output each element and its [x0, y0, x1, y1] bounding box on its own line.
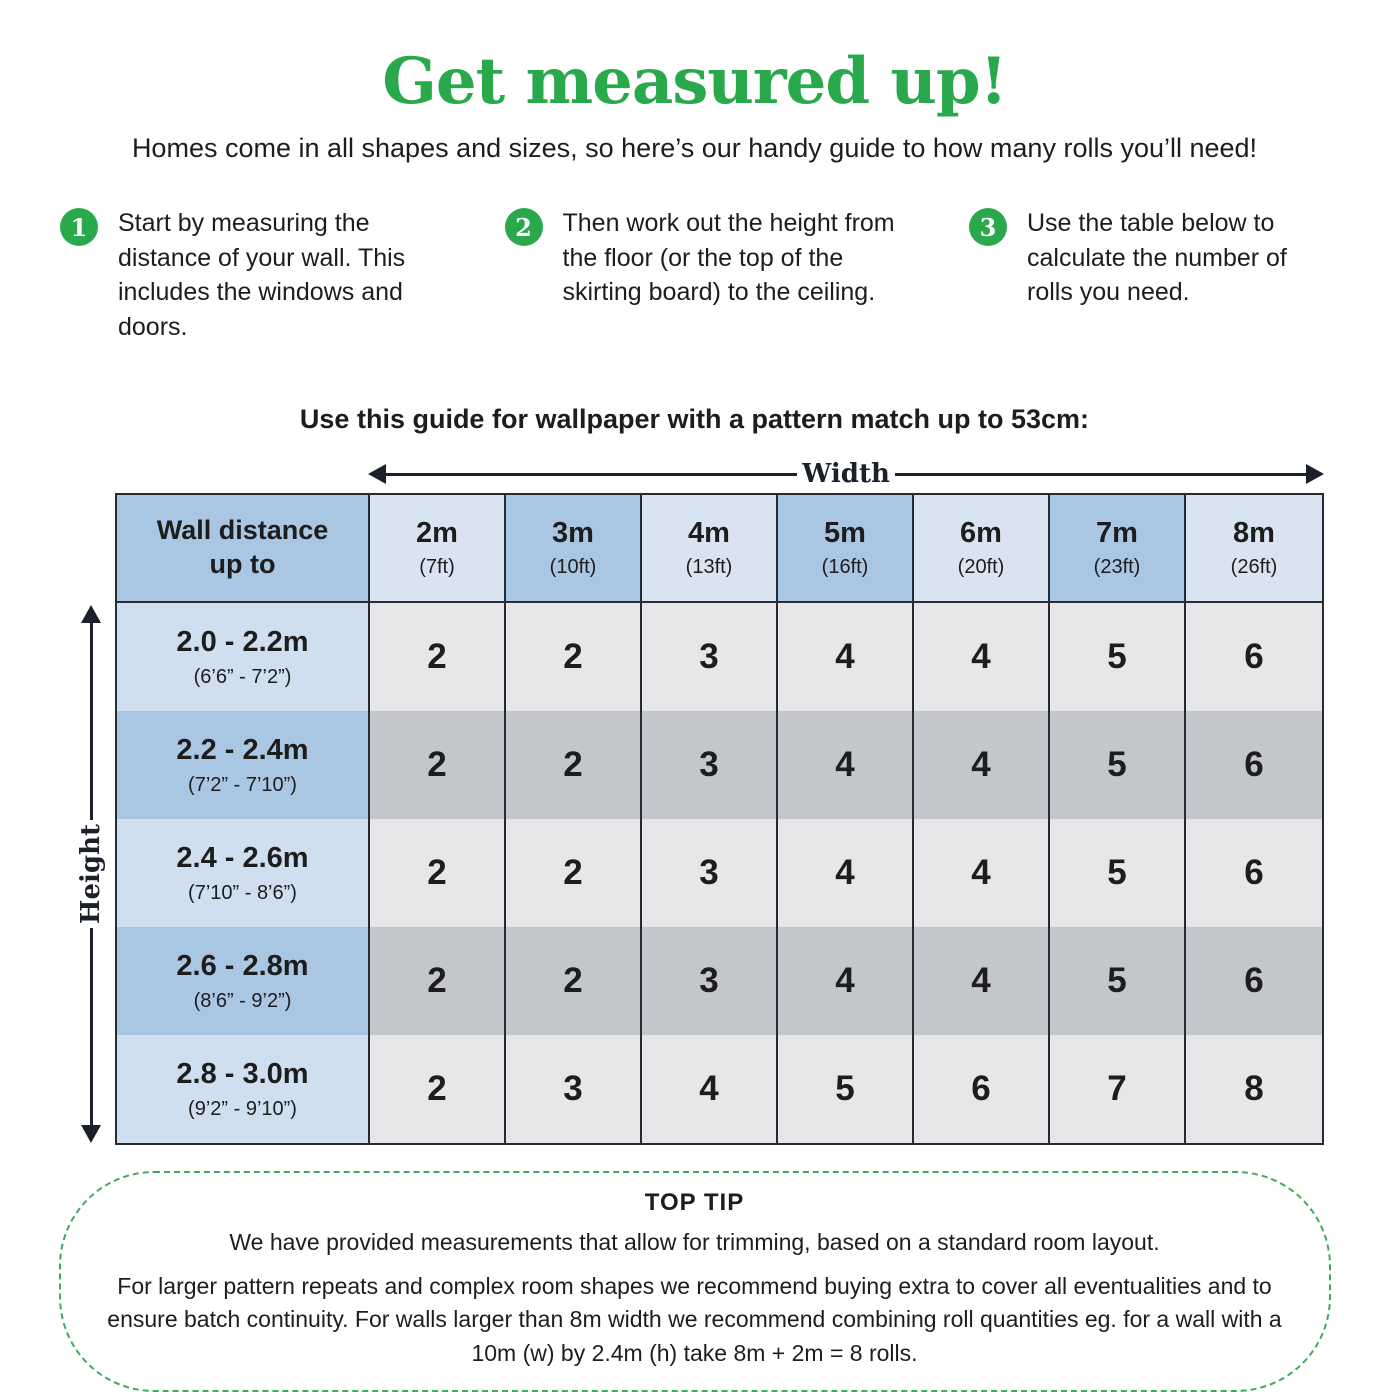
step-1-text: Start by measuring the distance of your wall. This includes the windows and doors. — [118, 209, 406, 341]
arrowhead-down-icon — [81, 1125, 101, 1143]
row-label-2.2-2.4m — [117, 711, 370, 819]
table-cell: 3 — [642, 603, 778, 711]
height-arrow-line — [90, 928, 93, 1125]
table-cell: 2 — [370, 1035, 506, 1143]
col-header-4m — [642, 495, 778, 603]
col-header-ft: (16ft) — [821, 556, 869, 578]
table-cell: 6 — [1186, 711, 1322, 819]
col-header-8m — [1186, 495, 1322, 603]
table-cell: 8 — [1186, 1035, 1322, 1143]
width-axis-arrow — [368, 461, 1324, 487]
col-header-ft: (13ft) — [685, 556, 733, 578]
table-heading: Use this guide for wallpaper with a pattern match up to 53cm: — [299, 404, 1090, 434]
col-header-m: 8m — [1233, 517, 1275, 549]
table-cell: 2 — [506, 603, 642, 711]
rolls-table-section — [76, 459, 1324, 1145]
row-range-ft: (7’2” - 7’10”) — [188, 773, 297, 796]
col-header-m: 4m — [688, 517, 730, 549]
table-cell: 6 — [914, 1035, 1050, 1143]
col-header-m: 3m — [552, 517, 594, 549]
table-cell: 6 — [1186, 819, 1322, 927]
step-3 — [969, 206, 1329, 374]
table-cell: 2 — [370, 819, 506, 927]
table-cell: 6 — [1186, 603, 1322, 711]
table-cell: 5 — [1050, 927, 1186, 1035]
col-header-ft: (23ft) — [1093, 556, 1141, 578]
row-range: 2.0 - 2.2m — [176, 625, 309, 658]
table-cell: 2 — [506, 819, 642, 927]
row-label-2.4-2.6m — [117, 819, 370, 927]
col-header-5m — [778, 495, 914, 603]
steps-row — [0, 206, 1389, 374]
table-cell: 4 — [642, 1035, 778, 1143]
table-cell: 3 — [642, 927, 778, 1035]
height-axis-arrow — [76, 605, 106, 1143]
table-cell: 3 — [642, 819, 778, 927]
step-2-number-badge: 2 — [505, 208, 543, 246]
table-cell: 5 — [1050, 603, 1186, 711]
row-range: 2.6 - 2.8m — [176, 949, 309, 982]
row-label-2.0-2.2m — [117, 603, 370, 711]
top-tip-line-1: We have provided measurements that allow for trimming, based on a standard room layout. — [229, 1229, 1160, 1255]
col-header-m: 2m — [416, 517, 458, 549]
table-cell: 4 — [914, 819, 1050, 927]
table-cell: 2 — [506, 711, 642, 819]
table-cell: 5 — [1050, 819, 1186, 927]
top-tip-line-2: For larger pattern repeats and complex room shapes we recommend buying extra to cover all eventualities and to ensure batch continuity. For walls larger than 8m width we recommend combining roll quantities eg. for a wall with a 10m (w) by 2.4m (h) take 8m + 2m = 8 rolls. — [107, 1273, 1282, 1366]
table-cell: 5 — [778, 1035, 914, 1143]
table-cell: 4 — [914, 603, 1050, 711]
table-cell: 2 — [370, 603, 506, 711]
col-header-m: 5m — [824, 517, 866, 549]
step-2 — [505, 206, 905, 374]
table-cell: 2 — [370, 927, 506, 1035]
step-1 — [60, 206, 440, 374]
table-cell: 5 — [1050, 711, 1186, 819]
table-cell: 4 — [778, 711, 914, 819]
table-cell: 7 — [1050, 1035, 1186, 1143]
step-3-number-badge: 3 — [969, 208, 1007, 246]
col-header-m: 6m — [960, 517, 1002, 549]
step-1-number-badge: 1 — [60, 208, 98, 246]
row-range-ft: (8’6” - 9’2”) — [193, 989, 292, 1012]
arrowhead-up-icon — [81, 605, 101, 623]
corner-header-label: Wall distance up to — [156, 515, 329, 579]
col-header-ft: (20ft) — [957, 556, 1005, 578]
table-cell: 4 — [778, 603, 914, 711]
col-header-ft: (7ft) — [419, 556, 455, 578]
table-cell: 4 — [778, 927, 914, 1035]
col-header-3m — [506, 495, 642, 603]
table-cell: 4 — [914, 711, 1050, 819]
arrowhead-left-icon — [368, 464, 386, 484]
width-arrow-line — [895, 473, 1306, 476]
top-tip-box — [59, 1171, 1331, 1392]
row-range: 2.4 - 2.6m — [176, 841, 309, 874]
page-title: Get measured up! — [382, 44, 1007, 119]
width-axis-label: Width — [802, 459, 890, 489]
col-header-ft: (26ft) — [1230, 556, 1278, 578]
col-header-6m — [914, 495, 1050, 603]
row-range: 2.2 - 2.4m — [176, 733, 309, 766]
height-arrow-line — [90, 623, 93, 820]
table-cell: 6 — [1186, 927, 1322, 1035]
row-range: 2.8 - 3.0m — [176, 1057, 309, 1090]
arrowhead-right-icon — [1306, 464, 1324, 484]
table-cell: 2 — [506, 927, 642, 1035]
width-arrow-line — [386, 473, 797, 476]
table-cell: 3 — [642, 711, 778, 819]
row-label-2.6-2.8m — [117, 927, 370, 1035]
page-subtitle: Homes come in all shapes and sizes, so here’s our handy guide to how many rolls you’ll need! — [131, 133, 1258, 163]
height-axis-label: Height — [76, 823, 106, 925]
col-header-m: 7m — [1096, 517, 1138, 549]
table-cell: 4 — [914, 927, 1050, 1035]
col-header-ft: (10ft) — [549, 556, 597, 578]
step-2-text: Then work out the height from the floor (or the top of the skirting board) to the ceiling. — [562, 209, 895, 306]
table-cell: 2 — [370, 711, 506, 819]
table-cell: 4 — [778, 819, 914, 927]
step-3-text: Use the table below to calculate the number of rolls you need. — [1027, 209, 1287, 306]
row-range-ft: (7’10” - 8’6”) — [188, 881, 297, 904]
rolls-table — [115, 493, 1324, 1145]
col-header-7m — [1050, 495, 1186, 603]
row-range-ft: (9’2” - 9’10”) — [188, 1097, 297, 1120]
table-cell: 3 — [506, 1035, 642, 1143]
row-label-2.8-3.0m — [117, 1035, 370, 1143]
col-header-2m — [370, 495, 506, 603]
top-tip-title: TOP TIP — [644, 1189, 745, 1216]
corner-header-wall-distance — [117, 495, 370, 603]
row-range-ft: (6’6” - 7’2”) — [193, 665, 292, 688]
